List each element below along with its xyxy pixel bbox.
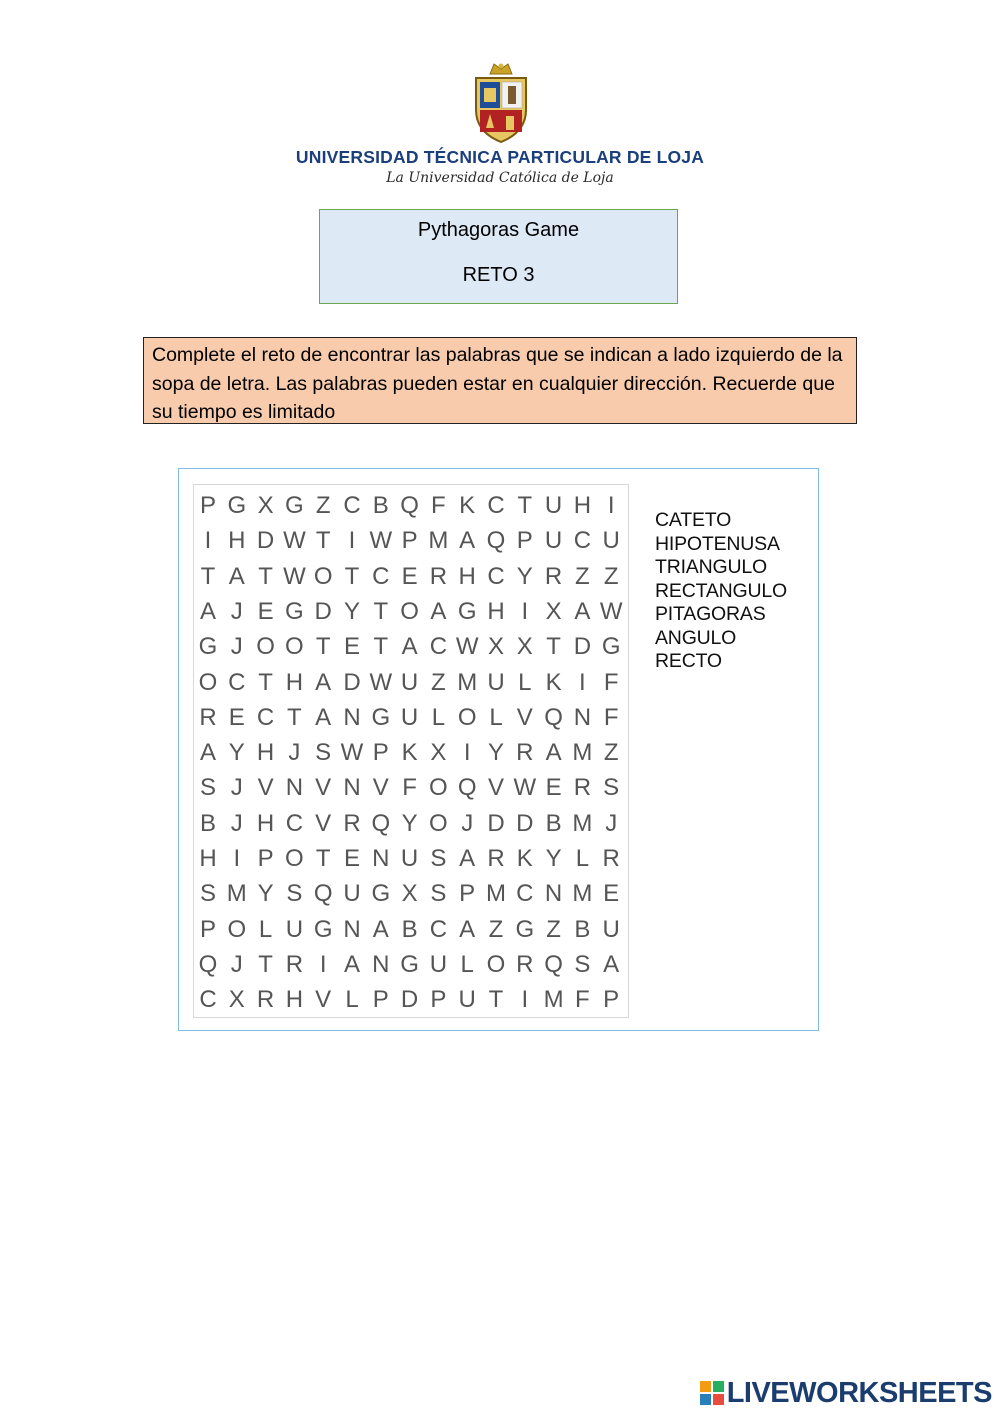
grid-letter[interactable]: E <box>228 703 245 731</box>
grid-letter[interactable]: M <box>572 809 593 837</box>
grid-letter[interactable]: X <box>257 492 274 519</box>
grid-letter[interactable]: H <box>199 845 217 872</box>
grid-letter[interactable]: J <box>230 597 243 625</box>
grid-letter[interactable]: E <box>401 562 418 590</box>
grid-letter[interactable]: P <box>199 492 216 519</box>
word-search-panel <box>178 468 819 1031</box>
grid-letter[interactable]: X <box>228 986 245 1014</box>
grid-letter[interactable]: Y <box>487 739 504 767</box>
grid-letter[interactable]: L <box>489 703 503 731</box>
brand-name: LIVEWORKSHEETS <box>726 1376 992 1409</box>
grid-letter[interactable]: W <box>340 739 364 767</box>
grid-letter[interactable]: U <box>544 527 563 555</box>
grid-letter[interactable]: M <box>486 880 506 908</box>
grid-row <box>194 594 630 629</box>
grid-letter[interactable]: R <box>602 845 620 872</box>
grid-letter[interactable]: G <box>285 597 304 625</box>
grid-letter[interactable]: J <box>461 809 474 837</box>
grid-letter[interactable]: Z <box>603 739 619 767</box>
grid-letter[interactable]: I <box>463 739 471 767</box>
grid-letter[interactable]: J <box>288 739 301 767</box>
grid-letter[interactable]: D <box>256 527 275 555</box>
grid-letter[interactable]: Z <box>546 915 561 943</box>
grid-row <box>194 982 630 1017</box>
grid-letter[interactable]: H <box>285 986 304 1014</box>
grid-letter[interactable]: H <box>487 597 505 625</box>
grid-letter[interactable]: T <box>258 950 273 978</box>
grid-letter[interactable]: R <box>199 703 217 731</box>
grid-letter[interactable]: O <box>457 703 477 731</box>
grid-letter[interactable]: D <box>487 809 505 837</box>
grid-letter[interactable]: X <box>487 633 504 661</box>
grid-letter[interactable]: Q <box>544 703 563 731</box>
grid-letter[interactable]: G <box>601 633 621 661</box>
grid-letter[interactable]: A <box>459 845 476 872</box>
grid-letter[interactable]: U <box>343 880 361 908</box>
grid-letter[interactable]: J <box>605 809 618 837</box>
grid-letter[interactable]: Q <box>371 809 391 837</box>
grid-letter[interactable]: L <box>345 986 359 1014</box>
grid-letter[interactable]: C <box>429 633 448 661</box>
grid-letter[interactable]: E <box>343 845 360 872</box>
grid-letter[interactable]: Y <box>516 562 533 590</box>
grid-letter[interactable]: N <box>544 880 563 908</box>
game-title: Pythagoras Game <box>417 219 580 241</box>
grid-letter[interactable]: A <box>603 950 620 978</box>
grid-letter[interactable]: U <box>487 668 505 696</box>
grid-letter[interactable]: T <box>344 562 360 590</box>
grid-letter[interactable]: T <box>517 492 533 519</box>
grid-letter[interactable]: C <box>199 986 217 1014</box>
grid-letter[interactable]: R <box>544 562 563 590</box>
grid-row <box>194 912 630 947</box>
grid-letter[interactable]: A <box>199 597 216 625</box>
grid-letter[interactable]: U <box>400 703 419 731</box>
grid-letter[interactable]: G <box>371 880 391 908</box>
grid-letter[interactable]: O <box>400 597 419 625</box>
grid-row <box>194 735 630 770</box>
grid-letter[interactable]: D <box>343 668 361 696</box>
grid-letter[interactable]: P <box>516 527 533 555</box>
grid-letter[interactable]: G <box>227 492 247 519</box>
grid-letter[interactable]: Y <box>545 845 562 872</box>
grid-letter[interactable]: G <box>515 915 535 943</box>
grid-letter[interactable]: J <box>230 774 243 802</box>
grid-letter[interactable]: S <box>199 774 216 802</box>
grid-letter[interactable]: S <box>603 774 620 802</box>
word-item: TRIANGULO <box>655 556 767 578</box>
liveworksheets-logo-icon <box>699 1380 725 1406</box>
grid-letter[interactable]: I <box>233 845 241 872</box>
grid-letter[interactable]: Z <box>575 562 590 590</box>
grid-letter[interactable]: U <box>285 915 304 943</box>
grid-letter[interactable]: B <box>574 915 591 943</box>
grid-letter[interactable]: N <box>285 774 304 802</box>
grid-letter[interactable]: H <box>458 562 476 590</box>
grid-letter[interactable]: I <box>521 986 529 1014</box>
grid-letter[interactable]: I <box>348 527 356 555</box>
grid-letter[interactable]: L <box>575 845 590 872</box>
grid-letter[interactable]: H <box>256 809 275 837</box>
grid-letter[interactable]: I <box>319 950 327 978</box>
grid-letter[interactable]: F <box>603 668 619 696</box>
grid-letter[interactable]: W <box>455 633 479 661</box>
grid-letter[interactable]: H <box>228 527 246 555</box>
grid-letter[interactable]: O <box>486 950 506 978</box>
grid-letter[interactable]: W <box>283 527 306 555</box>
grid-letter[interactable]: H <box>285 668 304 696</box>
grid-letter[interactable]: Y <box>228 739 245 767</box>
grid-letter[interactable]: N <box>573 703 592 731</box>
grid-letter[interactable]: D <box>314 597 332 625</box>
grid-letter[interactable]: K <box>459 492 476 519</box>
grid-letter[interactable]: I <box>521 597 529 625</box>
grid-letter[interactable]: X <box>401 880 418 908</box>
grid-letter[interactable]: M <box>428 527 449 555</box>
grid-letter[interactable]: P <box>257 845 274 872</box>
grid-letter[interactable]: V <box>315 986 332 1014</box>
grid-letter[interactable]: L <box>431 703 446 731</box>
grid-letter[interactable]: R <box>516 739 534 767</box>
grid-letter[interactable]: L <box>518 668 532 696</box>
grid-letter[interactable]: S <box>315 739 332 767</box>
grid-letter[interactable]: R <box>487 845 505 872</box>
grid-letter[interactable]: A <box>459 527 476 555</box>
grid-letter[interactable]: A <box>343 950 360 978</box>
grid-letter[interactable]: U <box>400 845 419 872</box>
grid-letter[interactable]: C <box>516 880 534 908</box>
grid-letter[interactable]: U <box>458 986 476 1014</box>
grid-letter[interactable]: A <box>545 739 562 767</box>
grid-row <box>194 523 630 558</box>
grid-letter[interactable]: B <box>545 809 562 837</box>
grid-letter[interactable]: T <box>258 562 273 590</box>
grid-letter[interactable]: T <box>315 845 331 872</box>
grid-letter[interactable]: T <box>546 633 561 661</box>
liveworksheets-brand <box>699 1378 992 1408</box>
grid-letter[interactable]: W <box>283 562 306 590</box>
grid-letter[interactable]: G <box>457 597 477 625</box>
grid-letter[interactable]: T <box>373 633 389 661</box>
grid-letter[interactable]: V <box>516 703 533 731</box>
grid-letter[interactable]: B <box>401 915 418 943</box>
grid-letter[interactable]: H <box>573 492 592 519</box>
grid-row <box>194 488 630 523</box>
grid-letter[interactable]: N <box>372 950 390 978</box>
grid-letter[interactable]: T <box>373 597 389 625</box>
grid-letter[interactable]: V <box>315 774 332 802</box>
grid-letter[interactable]: X <box>516 633 533 661</box>
grid-letter[interactable]: F <box>431 492 446 519</box>
grid-row <box>194 559 630 594</box>
grid-letter[interactable]: T <box>258 668 273 696</box>
grid-letter[interactable]: I <box>579 668 586 696</box>
grid-letter[interactable]: R <box>285 950 304 978</box>
word-item: RECTANGULO <box>655 579 787 602</box>
grid-letter[interactable]: A <box>401 633 418 661</box>
grid-letter[interactable]: T <box>287 703 302 731</box>
grid-letter[interactable]: W <box>599 597 623 625</box>
grid-letter[interactable]: D <box>516 809 534 837</box>
grid-letter[interactable]: C <box>256 703 275 731</box>
grid-letter[interactable]: P <box>603 986 620 1014</box>
grid-letter[interactable]: Q <box>544 950 563 978</box>
grid-letter[interactable]: J <box>230 809 243 837</box>
grid-letter[interactable]: O <box>313 562 333 590</box>
grid-letter[interactable]: Y <box>401 809 418 837</box>
grid-letter[interactable]: E <box>603 880 620 908</box>
grid-letter[interactable]: D <box>400 986 419 1014</box>
grid-letter[interactable]: N <box>343 915 361 943</box>
grid-letter[interactable]: B <box>372 492 389 519</box>
grid-letter[interactable]: O <box>198 668 218 696</box>
grid-letter[interactable]: U <box>602 915 620 943</box>
grid-letter[interactable]: W <box>513 774 537 802</box>
grid-letter[interactable]: A <box>574 597 591 625</box>
grid-letter[interactable]: U <box>602 527 620 555</box>
grid-letter[interactable]: E <box>545 774 562 802</box>
grid-letter[interactable]: G <box>313 915 333 943</box>
grid-letter[interactable]: S <box>430 880 447 908</box>
grid-letter[interactable]: G <box>400 950 419 978</box>
grid-letter[interactable]: G <box>371 703 391 731</box>
grid-letter[interactable]: A <box>199 739 216 767</box>
grid-letter[interactable]: S <box>574 950 591 978</box>
grid-letter[interactable]: A <box>315 703 332 731</box>
grid-row <box>194 841 630 876</box>
grid-letter[interactable]: P <box>430 986 447 1014</box>
grid-letter[interactable]: Q <box>313 880 333 908</box>
grid-letter[interactable]: Q <box>198 950 218 978</box>
title-box <box>319 209 678 304</box>
grid-letter[interactable]: N <box>343 703 361 731</box>
grid-row <box>194 629 630 664</box>
grid-letter[interactable]: V <box>487 774 504 802</box>
grid-letter[interactable]: C <box>487 492 505 519</box>
grid-letter[interactable]: V <box>315 809 332 837</box>
university-crest <box>468 60 534 146</box>
grid-letter[interactable]: C <box>487 562 505 590</box>
grid-letter[interactable]: R <box>256 986 275 1014</box>
grid-letter[interactable]: Q <box>486 527 506 555</box>
grid-letter[interactable]: R <box>573 774 592 802</box>
grid-letter[interactable]: L <box>258 915 273 943</box>
instructions-box: Complete el reto de encontrar las palabras que se indican a lado izquierdo de la sopa de letra. Las palabras pueden estar en cualquier dirección. Recuerde que su tiempo es limitado <box>143 337 857 424</box>
grid-letter[interactable]: A <box>372 915 389 943</box>
grid-letter[interactable]: X <box>545 597 562 625</box>
grid-letter[interactable]: Z <box>603 562 619 590</box>
grid-row <box>194 700 630 735</box>
grid-letter[interactable]: V <box>372 774 389 802</box>
university-tagline: La Universidad Católica de Loja <box>386 170 614 186</box>
grid-letter[interactable]: K <box>516 845 533 872</box>
grid-letter[interactable]: K <box>401 739 418 767</box>
grid-letter[interactable]: C <box>285 809 304 837</box>
grid-letter[interactable]: A <box>459 915 476 943</box>
grid-letter[interactable]: P <box>372 986 389 1014</box>
grid-letter[interactable]: U <box>429 950 448 978</box>
grid-row <box>194 947 630 982</box>
grid-letter[interactable]: J <box>230 633 243 661</box>
grid-letter[interactable]: O <box>227 915 247 943</box>
grid-row <box>194 876 630 911</box>
grid-row <box>194 665 630 700</box>
grid-letter[interactable]: A <box>430 597 447 625</box>
grid-letter[interactable]: F <box>402 774 417 802</box>
grid-letter[interactable]: P <box>401 527 418 555</box>
grid-letter[interactable]: Q <box>400 492 419 519</box>
grid-letter[interactable]: Z <box>431 668 446 696</box>
grid-letter[interactable]: A <box>315 668 332 696</box>
grid-letter[interactable]: G <box>285 492 304 519</box>
grid-letter[interactable]: O <box>429 774 448 802</box>
grid-letter[interactable]: M <box>572 739 593 767</box>
grid-letter[interactable]: L <box>460 950 474 978</box>
grid-letter[interactable]: M <box>226 880 247 908</box>
grid-letter[interactable]: Q <box>457 774 477 802</box>
grid-letter[interactable]: O <box>285 845 304 872</box>
grid-letter[interactable]: I <box>204 527 212 555</box>
grid-letter[interactable]: T <box>315 633 331 661</box>
grid-letter[interactable]: D <box>573 633 592 661</box>
grid-letter[interactable]: Z <box>315 492 331 519</box>
grid-letter[interactable]: F <box>575 986 590 1014</box>
grid-letter[interactable]: X <box>430 739 447 767</box>
word-item: CATETO <box>655 509 732 531</box>
grid-letter[interactable]: P <box>459 880 476 908</box>
grid-letter[interactable]: Z <box>488 915 504 943</box>
grid-letter[interactable]: O <box>429 809 448 837</box>
word-list <box>655 509 787 674</box>
grid-letter[interactable]: S <box>286 880 303 908</box>
grid-row <box>194 770 630 805</box>
grid-letter[interactable]: V <box>257 774 274 802</box>
grid-row <box>194 806 630 841</box>
grid-letter[interactable]: G <box>198 633 218 661</box>
grid-letter[interactable]: E <box>257 597 274 625</box>
grid-letter[interactable]: P <box>199 915 216 943</box>
grid-letter[interactable]: O <box>256 633 275 661</box>
university-name: UNIVERSIDAD TÉCNICA PARTICULAR DE LOJA <box>295 147 705 167</box>
grid-letter[interactable]: M <box>572 880 593 908</box>
grid-letter[interactable]: H <box>256 739 275 767</box>
grid-letter[interactable]: I <box>607 492 615 519</box>
grid-letter[interactable]: R <box>429 562 448 590</box>
grid-letter[interactable]: S <box>430 845 447 872</box>
word-item: ANGULO <box>655 626 737 649</box>
grid-letter[interactable]: A <box>228 562 245 590</box>
grid-letter[interactable]: M <box>457 668 478 696</box>
grid-letter[interactable]: P <box>372 739 389 767</box>
grid-letter[interactable]: C <box>343 492 361 519</box>
grid-letter[interactable]: C <box>228 668 246 696</box>
grid-letter[interactable]: Y <box>343 597 360 625</box>
grid-letter[interactable]: F <box>603 703 619 731</box>
grid-letter[interactable]: J <box>230 950 243 978</box>
grid-letter[interactable]: E <box>343 633 360 661</box>
word-item: PITAGORAS <box>655 603 766 625</box>
grid-letter[interactable]: M <box>543 986 564 1014</box>
grid-letter[interactable]: N <box>372 845 390 872</box>
grid-letter[interactable]: S <box>199 880 216 908</box>
word-item: HIPOTENUSA <box>655 532 780 555</box>
grid-letter[interactable]: T <box>315 527 331 555</box>
grid-letter[interactable]: T <box>488 986 504 1014</box>
grid-letter[interactable]: C <box>429 915 448 943</box>
grid-letter[interactable]: C <box>573 527 592 555</box>
grid-letter[interactable]: N <box>343 774 361 802</box>
word-item: RECTO <box>655 650 722 672</box>
challenge-label: RETO 3 <box>462 264 535 286</box>
grid-letter[interactable]: R <box>343 809 361 837</box>
grid-letter[interactable]: O <box>285 633 304 661</box>
grid-letter[interactable]: Y <box>257 880 274 908</box>
grid-letter[interactable]: K <box>545 668 562 696</box>
grid-letter[interactable]: U <box>400 668 419 696</box>
grid-letter[interactable]: W <box>369 668 393 696</box>
grid-letter[interactable]: B <box>199 809 216 837</box>
grid-letter[interactable]: C <box>372 562 390 590</box>
grid-letter[interactable]: T <box>200 562 216 590</box>
grid-letter[interactable]: R <box>516 950 534 978</box>
grid-letter[interactable]: W <box>369 527 393 555</box>
grid-letter[interactable]: U <box>544 492 563 519</box>
letter-grid <box>193 484 629 1018</box>
